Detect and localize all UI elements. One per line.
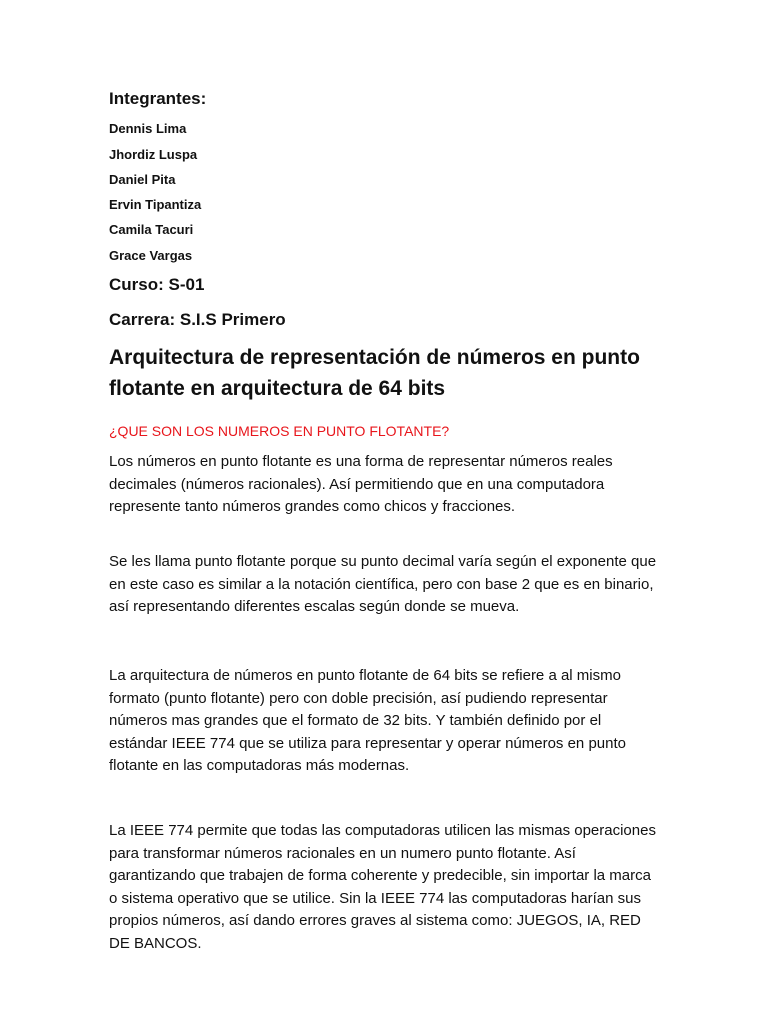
integrantes-heading: Integrantes: — [109, 89, 207, 108]
document-title: Arquitectura de representación de números en punto flotante en arquitectura de 64 bits — [109, 346, 640, 400]
paragraph-floating-point-explanation: Se les llama punto flotante porque su punto decimal varía según el exponente que en este caso es similar a la notación científica, pero con base 2 que es en binario, así representando diferentes escalas según donde se mueva. — [109, 553, 657, 615]
paragraph-definition: Los números en punto flotante es una forma de representar números reales decimales (números racionales). Así permitiendo que en una computadora represente tanto números grandes como chicos y fracciones. — [109, 453, 613, 515]
member-name: Dennis Lima — [109, 121, 187, 136]
member-name: Ervin Tipantiza — [109, 197, 202, 212]
course-label: Curso: S-01 — [109, 275, 205, 294]
section-question: ¿QUE SON LOS NUMEROS EN PUNTO FLOTANTE? — [109, 423, 450, 439]
member-name: Grace Vargas — [109, 248, 193, 263]
member-name: Daniel Pita — [109, 172, 176, 187]
paragraph-ieee-standard: La IEEE 774 permite que todas las computadoras utilicen las mismas operaciones para transformar números racionales en un numero punto flotante. Así garantizando que trabajen de forma coherente y predecible, sin importar la marca o sistema operativo que se utilice. Sin la IEEE 774 las computadoras harían sus propios números, así dando errores graves al sistema como: JUEGOS, IA, RED DE BANCOS. — [109, 822, 656, 952]
member-name: Camila Tacuri — [109, 222, 194, 237]
paragraph-64-bit-architecture: La arquitectura de números en punto flotante de 64 bits se refiere a al mismo formato (punto flotante) pero con doble precisión, así pudiendo representar números mas grandes que el formato de 32 bits. Y también definido por el estándar IEEE 774 que se utiliza para representar y operar números en punto flotante en las computadoras más modernas. — [109, 667, 626, 774]
career-label: Carrera: S.I.S Primero — [109, 310, 286, 329]
member-name: Jhordiz Luspa — [109, 147, 198, 162]
